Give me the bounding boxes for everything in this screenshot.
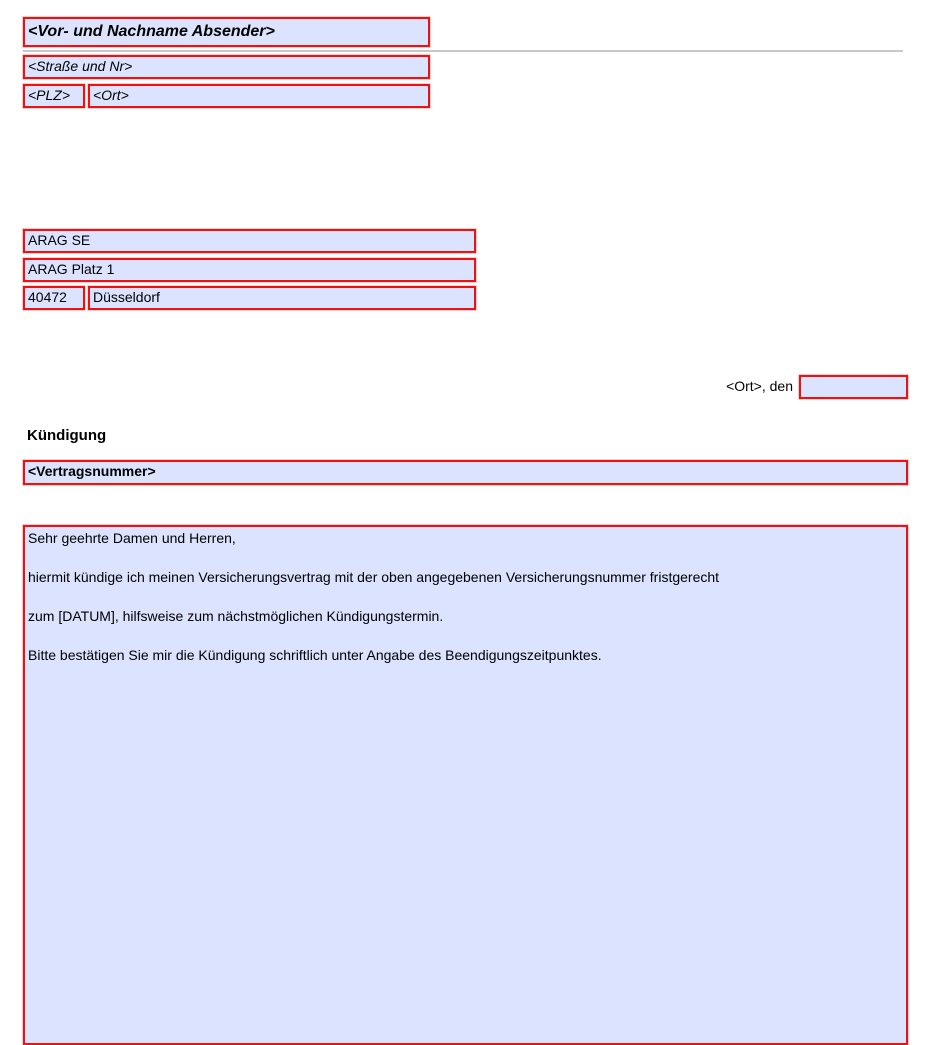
sender-city-field[interactable]: <Ort> xyxy=(88,84,430,108)
recipient-street-field[interactable]: ARAG Platz 1 xyxy=(23,258,476,282)
recipient-zip-field[interactable]: 40472 xyxy=(23,286,85,310)
sender-street-field[interactable]: <Straße und Nr> xyxy=(23,55,430,79)
date-line-prefix: <Ort>, den xyxy=(726,378,793,394)
date-field[interactable] xyxy=(799,375,908,399)
sender-zip-field[interactable]: <PLZ> xyxy=(23,84,85,108)
subject-heading: Kündigung xyxy=(27,427,107,444)
salutation-text: Sehr geehrte Damen und Herren, xyxy=(28,530,236,546)
body-paragraph-1: hiermit kündige ich meinen Versicherungsvertrag mit der oben angegebenen Versicherungsnummer fristgerecht xyxy=(28,569,720,585)
sender-separator-line xyxy=(23,50,903,52)
sender-name-field[interactable]: <Vor- und Nachname Absender> xyxy=(23,17,430,47)
letter-body-field[interactable] xyxy=(23,525,908,1045)
recipient-city-field[interactable]: Düsseldorf xyxy=(88,286,476,310)
body-paragraph-2: zum [DATUM], hilfsweise zum nächstmöglichen Kündigungstermin. xyxy=(28,608,444,624)
body-paragraph-3: Bitte bestätigen Sie mir die Kündigung schriftlich unter Angabe des Beendigungszeitpunktes. xyxy=(28,647,602,663)
contract-number-field[interactable]: <Vertragsnummer> xyxy=(23,460,908,485)
recipient-company-field[interactable]: ARAG SE xyxy=(23,229,476,253)
